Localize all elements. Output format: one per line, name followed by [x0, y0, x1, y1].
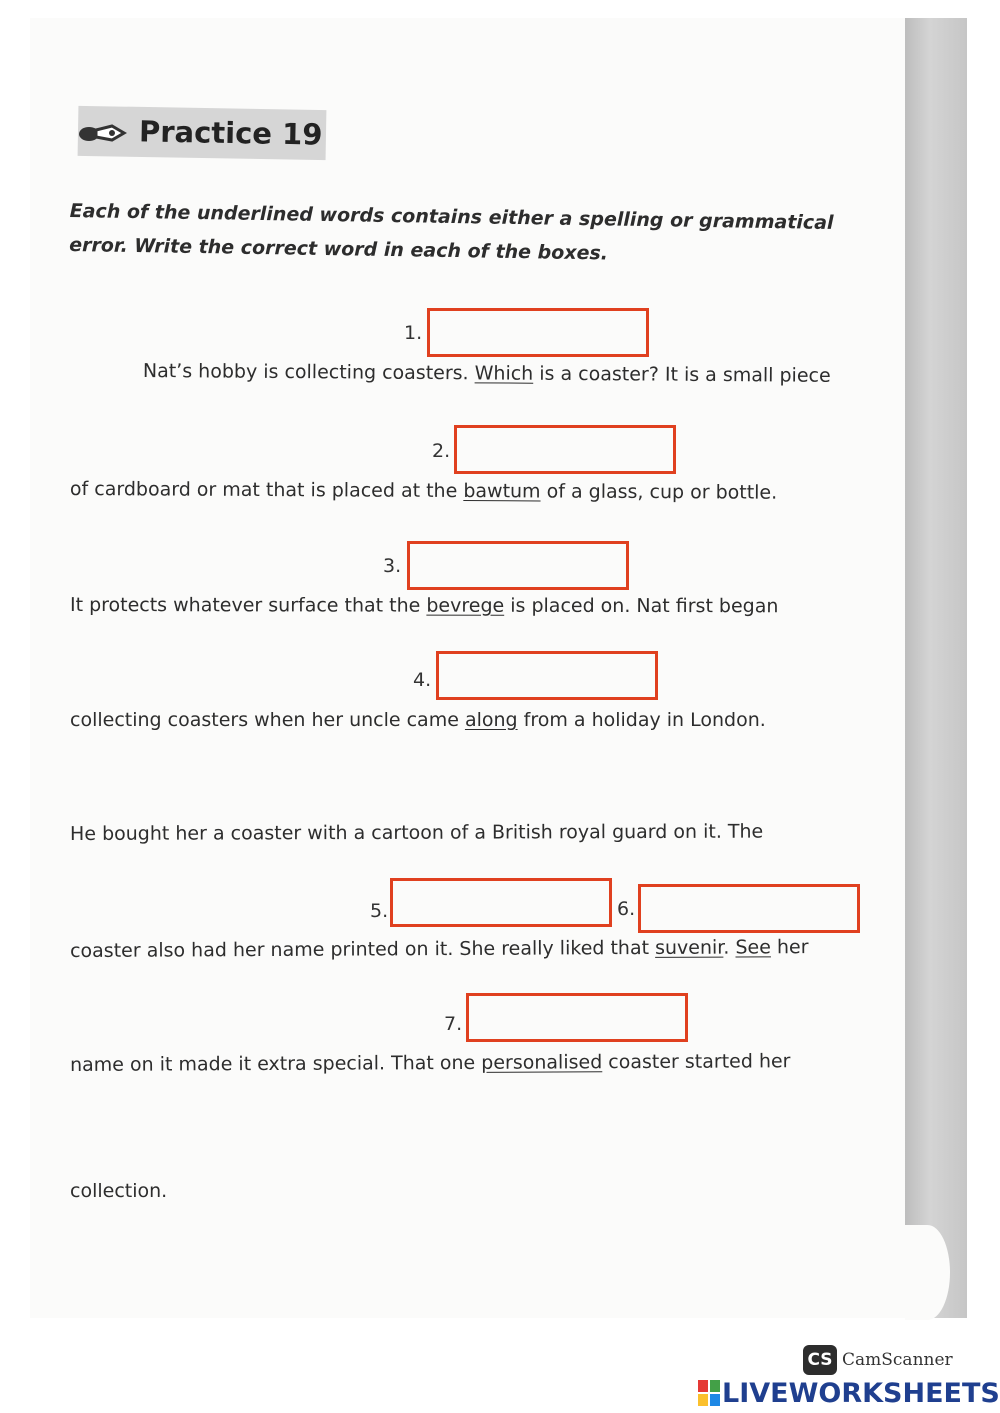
passage-line-2: of cardboard or mat that is placed at the bawtum of a glass, cup or bottle. — [69, 478, 778, 504]
error-word-4: along — [464, 709, 518, 731]
box-label-6: 6. — [617, 898, 636, 920]
pen-nib-icon — [76, 118, 128, 148]
box-label-7: 7. — [444, 1013, 463, 1035]
passage-line-5: He bought her a coaster with a cartoon of a British royal guard on it. The — [70, 820, 764, 845]
page-edge-notch — [905, 1225, 950, 1320]
error-word-1: Which — [474, 362, 534, 385]
answer-box-3[interactable] — [407, 541, 629, 590]
error-word-7: personalised — [481, 1051, 603, 1074]
answer-box-4[interactable] — [436, 651, 658, 700]
passage-line-4: collecting coasters when her uncle came along from a holiday in London. — [70, 709, 766, 731]
page-title: Practice 19 — [138, 114, 323, 152]
camscanner-logo: CS — [803, 1345, 837, 1375]
error-word-6: See — [735, 936, 771, 959]
error-word-3: bevrege — [426, 594, 505, 617]
answer-box-5[interactable] — [390, 878, 612, 927]
box-label-3: 3. — [383, 555, 402, 577]
box-label-1: 1. — [404, 322, 423, 344]
answer-box-1[interactable] — [427, 308, 649, 357]
camscanner-label: CamScanner — [842, 1350, 953, 1370]
instructions-text: Each of the underlined words contains either a spelling or grammatical error. Write the correct word in each of the boxes. — [69, 199, 834, 265]
passage-line-8: collection. — [70, 1180, 168, 1202]
passage-line-7: name on it made it extra special. That one personalised coaster started her — [70, 1050, 791, 1076]
error-word-2: bawtum — [463, 480, 541, 503]
passage-line-3: It protects whatever surface that the bevrege is placed on. Nat first began — [69, 594, 779, 618]
answer-box-6[interactable] — [638, 884, 860, 933]
box-label-4: 4. — [413, 669, 432, 691]
page-edge-shadow — [905, 18, 967, 1318]
box-label-2: 2. — [432, 440, 451, 462]
answer-box-7[interactable] — [466, 993, 688, 1042]
error-word-5: suvenir — [655, 936, 724, 959]
answer-box-2[interactable] — [454, 425, 676, 474]
passage-line-6: coaster also had her name printed on it. She really liked that suvenir. See her — [70, 936, 809, 962]
box-label-5: 5. — [370, 900, 389, 922]
liveworksheets-label: LIVEWORKSHEETS — [722, 1378, 1000, 1409]
passage-line-1: Nat’s hobby is collecting coasters. Which is a coaster? It is a small piece — [142, 360, 831, 387]
liveworksheets-logo-icon — [698, 1380, 720, 1406]
